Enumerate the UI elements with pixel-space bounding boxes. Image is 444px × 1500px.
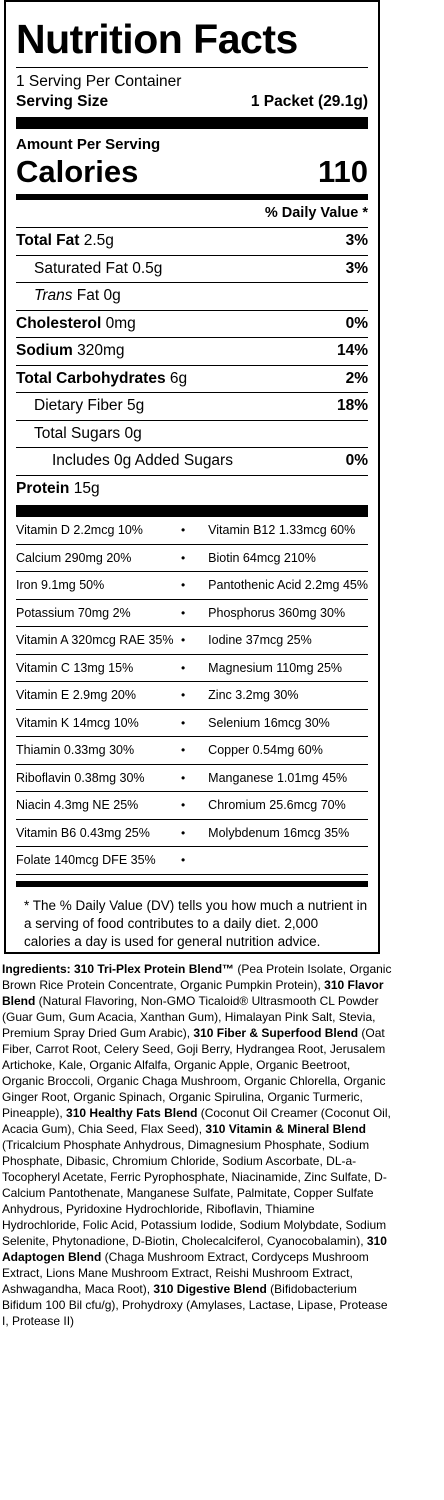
vitamin-item-right: [184, 655, 368, 683]
vitamin-item-right: [184, 572, 368, 600]
ingredient-blend-name: 310 Healthy Fats Blend: [66, 1106, 198, 1120]
vitamin-text: Pantothenic Acid 2.2mg 45%: [208, 578, 368, 593]
nutrient-amount: 6g: [169, 369, 188, 387]
nutrient-name: Includes 0g Added Sugars: [52, 452, 233, 470]
vitamin-item-left: [16, 517, 184, 545]
ingredient-blend-name: Ingredients: 310 Tri-Plex Protein Blend™: [2, 962, 235, 976]
nutrient-row-trans-fat: [16, 283, 368, 311]
nutrition-facts-label: [4, 0, 380, 954]
nutrient-amount: 320mg: [77, 342, 125, 360]
ingredient-blend-contents: (Coconut Oil Creamer (Coconut Oil, Acacia Gum), Chia Seed, Flax Seed),: [2, 1106, 391, 1136]
vitamin-text: Chromium 25.6mcg 70%: [208, 798, 346, 813]
vitamin-text: Calcium 290mg 20%: [16, 550, 132, 565]
medium-divider-footnote: [16, 881, 368, 887]
vitamin-text: Magnesium 110mg 25%: [208, 660, 343, 675]
vitamin-text: Selenium 16mcg 30%: [208, 715, 330, 730]
ingredient-blend-contents: (Chaga Mushroom Extract, Cordyceps Mushroom Extract, Lions Mane Mushroom Extract, Reishi Mushroom Extract, Ashwagandha, Maca Root),: [2, 1250, 369, 1296]
vitamin-text: Zinc 3.2mg 30%: [208, 688, 299, 703]
nutrient-name-italic: Trans: [34, 287, 73, 305]
ingredient-blend-contents: (Tricalcium Phosphate Anhydrous, Dimagnesium Phosphate, Sodium Phosphate, Dibasic, Chromium Chloride, Sodium Ascorbate, DL-a-Tocopheryl Acetate, Ferric Pyrophosphate, Niacinamide, Zinc Sulfate, D-Calcium Pantothenate, Manganese Sulfate, Palmitate, Copper Sulfate Anhydrous, Pyridoxine Hydrochloride, Riboflavin, Thiamine Hydrochloride, Folic Acid, Potassium Iodide, Sodium Molybdate, Sodium Selenite, Phytonadione, D-Biotin, Cholecalciferol, Cyanocobalamin),: [2, 1138, 387, 1248]
vitamin-item-right: [184, 710, 368, 738]
vitamin-text: Vitamin B6 0.43mg 25%: [16, 825, 150, 840]
vitamin-text: Vitamin B12 1.33mcg 60%: [208, 523, 356, 538]
nutrient-amount: 2.5g: [83, 232, 114, 250]
ingredient-blend-contents: (Oat Fiber, Carrot Root, Celery Seed, Goji Berry, Hydrangea Root, Jerusalem Artichoke, Kale, Organic Alfalfa, Organic Apple, Organic Beetroot, Organic Broccoli, Organic Chaga Mushroom, Organic Chlorella, Organic Ginger Root, Organic Spinach, Organic Spirulina, Organic Turmeric, Pineapple),: [2, 1026, 386, 1120]
bullet-separator: •: [181, 605, 186, 620]
bullet-separator: •: [181, 715, 186, 730]
bullet-separator: •: [181, 660, 186, 675]
ingredient-blend-contents: (Bifidobacterium Bifidum 100 Bil cfu/g), Prohydroxy (Amylases, Lactase, Lipase, Protease I, Protease II): [2, 1282, 388, 1328]
calories-label: Calories: [16, 154, 139, 189]
nutrient-row-saturated-fat: [16, 256, 368, 284]
nutrient-name: Saturated Fat: [34, 259, 128, 277]
thick-divider-vitamins: [16, 505, 368, 517]
vitamin-text: Biotin 64mcg 210%: [208, 550, 316, 565]
nutrient-amount: 0g: [124, 424, 142, 442]
vitamin-text: Manganese 1.01mg 45%: [208, 770, 348, 785]
nutrient-row-sodium: [16, 338, 368, 366]
vitamin-item-right: [184, 600, 368, 628]
vitamin-text: Vitamin D 2.2mcg 10%: [16, 523, 143, 538]
vitamin-text: Thiamin 0.33mg 30%: [16, 743, 135, 758]
ingredient-blend-name: 310 Digestive Blend: [153, 1282, 267, 1296]
calories-row: [16, 154, 368, 190]
vitamin-text: Riboflavin 0.38mg 30%: [16, 770, 145, 785]
nutrient-row-protein: [16, 476, 368, 504]
vitamin-item-left: [16, 545, 184, 573]
bullet-separator: •: [181, 688, 186, 703]
bullet-separator: •: [181, 825, 186, 840]
nutrient-row-dietary-fiber: [16, 393, 368, 421]
vitamin-item-right: [184, 737, 368, 765]
title-rule: [16, 67, 368, 68]
serving-size-value: 1 Packet (29.1g): [250, 93, 368, 110]
vitamin-text: Vitamin E 2.9mg 20%: [16, 688, 136, 703]
serving-size: [16, 92, 368, 112]
vitamin-item-left: [16, 847, 184, 875]
vitamin-text: Vitamin K 14mcg 10%: [16, 715, 139, 730]
nutrient-amount: 0g: [103, 287, 121, 305]
ingredient-blend-name: 310 Fiber & Superfood Blend: [193, 1026, 359, 1040]
nutrient-dv: 18%: [336, 397, 368, 415]
nutrient-name: Dietary Fiber: [34, 397, 123, 415]
vitamin-text: Iron 9.1mg 50%: [16, 578, 105, 593]
ingredient-blend-name: 310 Adaptogen Blend: [2, 1234, 387, 1264]
vitamin-text: Phosphorus 360mg 30%: [208, 605, 346, 620]
vitamin-item-right: [184, 847, 368, 875]
bullet-separator: •: [181, 743, 186, 758]
nutrient-name: Protein: [16, 480, 70, 498]
vitamin-item-left: [16, 737, 184, 765]
nutrient-dv: 0%: [345, 314, 368, 332]
ingredients-statement: [2, 961, 392, 1329]
servings-per-container: 1 Serving Per Container: [16, 73, 182, 90]
vitamin-mineral-grid: [16, 517, 368, 875]
nutrient-dv: 2%: [345, 369, 368, 387]
vitamin-text: Vitamin A 320mcg RAE 35%: [16, 633, 174, 648]
nutrient-amount: 0mg: [105, 314, 136, 332]
vitamin-item-left: [16, 820, 184, 848]
ingredient-blend-name: 310 Flavor Blend: [2, 978, 384, 1008]
vitamin-item-right: [184, 820, 368, 848]
bullet-separator: •: [181, 578, 186, 593]
vitamin-item-right: [184, 682, 368, 710]
vitamin-item-right: [184, 792, 368, 820]
nutrient-amount: 5g: [127, 397, 145, 415]
nutrient-row-total-sugars: [16, 421, 368, 449]
nutrient-name: Total Fat: [16, 232, 80, 250]
vitamin-item-right: [184, 545, 368, 573]
bullet-separator: •: [181, 633, 186, 648]
thick-divider: [16, 117, 368, 129]
bullet-separator: •: [181, 523, 186, 538]
nutrient-name: Total Sugars: [34, 424, 121, 442]
vitamin-item-left: [16, 682, 184, 710]
vitamin-item-right: [184, 765, 368, 793]
vitamin-item-right: [184, 517, 368, 545]
amount-per-serving: Amount Per Serving: [16, 136, 161, 153]
bullet-separator: •: [181, 550, 186, 565]
vitamin-item-left: [16, 710, 184, 738]
nutrient-row-total-carbohydrates: [16, 366, 368, 394]
nutrient-row-added-sugars: [16, 448, 368, 476]
vitamin-item-left: [16, 572, 184, 600]
vitamin-text: Potassium 70mg 2%: [16, 605, 131, 620]
serving-size-label: Serving Size: [16, 93, 109, 110]
ingredient-blend-contents: (Natural Flavoring, Non-GMO Ticaloid® Ultrasmooth CL Powder (Guar Gum, Gum Acacia, Xanthan Gum), Himalayan Pink Salt, Stevia, Premium Spray Dried Gum Arabic),: [2, 994, 379, 1040]
bullet-separator: •: [181, 770, 186, 785]
ingredient-blend-name: 310 Vitamin & Mineral Blend: [205, 1122, 366, 1136]
daily-value-footnote: * The % Daily Value (DV) tells you how much a nutrient in a serving of food contributes to a daily diet. 2,000 calories a day is used for general nutrition advice.: [24, 897, 368, 949]
ingredient-blend-contents: (Pea Protein Isolate, Organic Brown Rice Protein Concentrate, Organic Pumpkin Protein),: [2, 962, 392, 992]
nutrient-amount: 0.5g: [132, 259, 163, 277]
vitamin-item-left: [16, 655, 184, 683]
nutrient-name: Fat: [76, 287, 100, 305]
vitamin-text: Iodine 37mcg 25%: [208, 633, 312, 648]
bullet-separator: •: [181, 798, 186, 813]
nutrient-row-cholesterol: [16, 311, 368, 339]
calories-value: 110: [317, 154, 368, 189]
vitamin-item-left: [16, 792, 184, 820]
nutrient-dv: 3%: [345, 259, 368, 277]
label-title: Nutrition Facts: [16, 16, 298, 62]
vitamin-item-left: [16, 765, 184, 793]
vitamin-item-left: [16, 600, 184, 628]
vitamin-text: Vitamin C 13mg 15%: [16, 660, 134, 675]
vitamin-item-left: [16, 627, 184, 655]
nutrient-list: [16, 228, 368, 503]
vitamin-item-right: [184, 627, 368, 655]
vitamin-text: Copper 0.54mg 60%: [208, 743, 323, 758]
vitamin-text: Folate 140mcg DFE 35%: [16, 853, 156, 868]
vitamin-text: Niacin 4.3mg NE 25%: [16, 798, 139, 813]
nutrient-row-total-fat: [16, 228, 368, 256]
nutrient-dv: 3%: [345, 232, 368, 250]
nutrient-name: Sodium: [16, 342, 73, 360]
nutrient-name: Total Carbohydrates: [16, 369, 166, 387]
nutrient-amount: 15g: [73, 480, 100, 498]
vitamin-text: Molybdenum 16mcg 35%: [208, 825, 350, 840]
nutrient-name: Cholesterol: [16, 314, 102, 332]
nutrient-dv: 0%: [345, 452, 368, 470]
daily-value-header: % Daily Value *: [16, 200, 368, 228]
bullet-separator: •: [181, 853, 186, 868]
nutrient-dv: 14%: [336, 342, 368, 360]
